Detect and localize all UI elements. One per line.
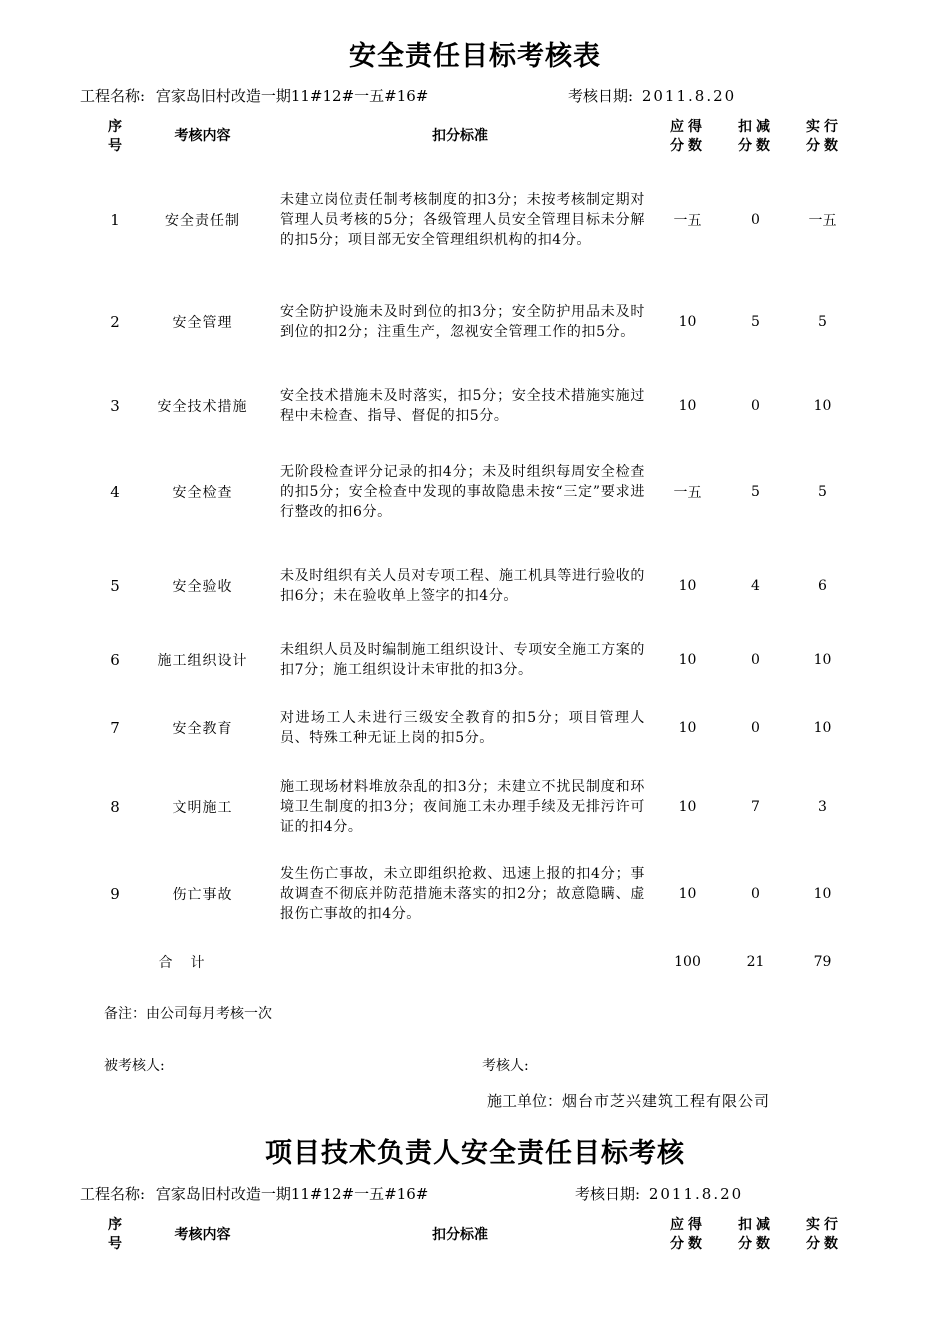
- form1-title: 安全责任目标考核表: [349, 41, 601, 72]
- form2-date-line: [575, 1183, 743, 1204]
- total-actual: 79: [813, 954, 832, 970]
- row-no: 7: [110, 719, 120, 737]
- date-value: 2011.8.20: [648, 1185, 744, 1203]
- row-actual: 10: [813, 652, 832, 668]
- row-full-score: 10: [678, 578, 697, 594]
- row-criteria: 未及时组织有关人员对专项工程、施工机具等进行验收的扣6分；未在验收单上签字的扣4分。: [280, 568, 645, 604]
- row-actual: 10: [813, 398, 832, 414]
- header-no: 序号: [108, 1217, 122, 1252]
- company-label: 施工单位：: [487, 1092, 563, 1110]
- header-full-score: 应得分数: [670, 1217, 706, 1252]
- form1-project-line: [80, 85, 428, 106]
- row-deduction: 4: [751, 578, 760, 594]
- row-item: 安全责任制: [165, 213, 240, 229]
- company-line: [487, 1090, 770, 1111]
- row-no: 9: [110, 885, 120, 903]
- project-name: 宫家岛旧村改造一期11#12#一五#16#: [155, 1185, 429, 1203]
- row-criteria: 发生伤亡事故，未立即组织抢救、迅速上报的扣4分；事故调查不彻底并防范措施未落实的扣2分；故意隐瞒、虚报伤亡事故的扣4分。: [280, 866, 645, 922]
- date-value: 2011.8.20: [641, 87, 737, 105]
- header-no: 序号: [108, 119, 122, 154]
- row-item: 施工组织设计: [157, 653, 248, 669]
- row-no: 3: [110, 397, 120, 415]
- row-full-score: 10: [678, 652, 697, 668]
- row-full-score: 10: [678, 720, 697, 736]
- date-label: 考核日期:: [575, 1185, 641, 1203]
- project-name: 宫家岛旧村改造一期11#12#一五#16#: [155, 87, 429, 105]
- header-deduction: 扣减分数: [738, 1217, 774, 1252]
- row-no: 2: [110, 313, 120, 331]
- row-no: 8: [110, 798, 120, 816]
- row-actual: 5: [818, 314, 827, 330]
- row-criteria: 对进场工人未进行三级安全教育的扣5分；项目管理人员、特殊工种无证上岗的扣5分。: [280, 710, 645, 746]
- form2-project-line: [80, 1183, 428, 1204]
- row-item: 文明施工: [172, 800, 233, 816]
- row-full-score: 10: [678, 799, 697, 815]
- project-label: 工程名称:: [80, 1185, 146, 1203]
- row-actual: 10: [813, 720, 832, 736]
- row-criteria: 未建立岗位责任制考核制度的扣3分；未按考核制定期对管理人员考核的5分；各级管理人员安全管理目标未分解的扣5分；项目部无安全管理组织机构的扣4分。: [280, 192, 645, 248]
- row-full-score: 一五: [673, 485, 702, 501]
- total-full-score: 100: [674, 954, 701, 970]
- row-criteria: 安全防护设施未及时到位的扣3分；安全防护用品未及时到位的扣2分；注重生产，忽视安全管理工作的扣5分。: [280, 304, 645, 340]
- row-deduction: 0: [751, 398, 760, 414]
- header-item: 考核内容: [174, 1227, 231, 1243]
- total-deduction: 21: [746, 954, 765, 970]
- date-label: 考核日期:: [568, 87, 634, 105]
- remark: 备注：由公司每月考核一次: [104, 1006, 272, 1022]
- assessee-label: 被考核人:: [104, 1058, 165, 1074]
- project-label: 工程名称:: [80, 87, 146, 105]
- row-item: 安全管理: [172, 315, 233, 331]
- row-criteria: 无阶段检查评分记录的扣4分；未及时组织每周安全检查的扣5分；安全检查中发现的事故隐患未按“三定”要求进行整改的扣6分。: [280, 464, 645, 520]
- row-deduction: 0: [751, 886, 760, 902]
- row-criteria: 施工现场材料堆放杂乱的扣3分；未建立不扰民制度和环境卫生制度的扣3分；夜间施工未办理手续及无排污许可证的扣4分。: [280, 779, 645, 835]
- header-criteria: 扣分标准: [432, 128, 488, 144]
- header-full-score: 应得分数: [670, 119, 706, 154]
- row-no: 6: [110, 651, 120, 669]
- row-full-score: 10: [678, 886, 697, 902]
- header-actual: 实行分数: [806, 119, 842, 154]
- row-actual: 一五: [808, 213, 837, 229]
- row-criteria: 未组织人员及时编制施工组织设计、专项安全施工方案的扣7分；施工组织设计未审批的扣3分。: [280, 642, 645, 678]
- row-no: 4: [110, 483, 120, 501]
- header-item: 考核内容: [174, 128, 231, 144]
- row-full-score: 10: [678, 314, 697, 330]
- row-full-score: 一五: [673, 213, 702, 229]
- row-actual: 5: [818, 484, 827, 500]
- row-full-score: 10: [678, 398, 697, 414]
- row-deduction: 0: [751, 652, 760, 668]
- row-actual: 6: [818, 578, 827, 594]
- header-actual: 实行分数: [806, 1217, 842, 1252]
- form1-date-line: [568, 85, 736, 106]
- row-item: 安全教育: [172, 721, 233, 737]
- assessor-label: 考核人:: [482, 1058, 529, 1074]
- row-item: 伤亡事故: [172, 887, 233, 903]
- header-criteria: 扣分标准: [432, 1227, 488, 1243]
- row-deduction: 5: [751, 314, 760, 330]
- form2-title: 项目技术负责人安全责任目标考核: [265, 1138, 685, 1169]
- total-label: 合 计: [158, 955, 207, 971]
- company-name: 烟台市芝兴建筑工程有限公司: [562, 1092, 771, 1110]
- row-criteria: 安全技术措施未及时落实，扣5分；安全技术措施实施过程中未检查、指导、督促的扣5分。: [280, 388, 645, 424]
- row-no: 5: [110, 577, 120, 595]
- row-actual: 10: [813, 886, 832, 902]
- row-item: 安全技术措施: [157, 399, 248, 415]
- row-actual: 3: [818, 799, 827, 815]
- header-deduction: 扣减分数: [738, 119, 774, 154]
- row-item: 安全检查: [172, 485, 233, 501]
- row-item: 安全验收: [172, 579, 233, 595]
- row-deduction: 0: [751, 212, 760, 228]
- row-deduction: 0: [751, 720, 760, 736]
- row-deduction: 5: [751, 484, 760, 500]
- row-no: 1: [110, 211, 120, 229]
- row-deduction: 7: [751, 799, 760, 815]
